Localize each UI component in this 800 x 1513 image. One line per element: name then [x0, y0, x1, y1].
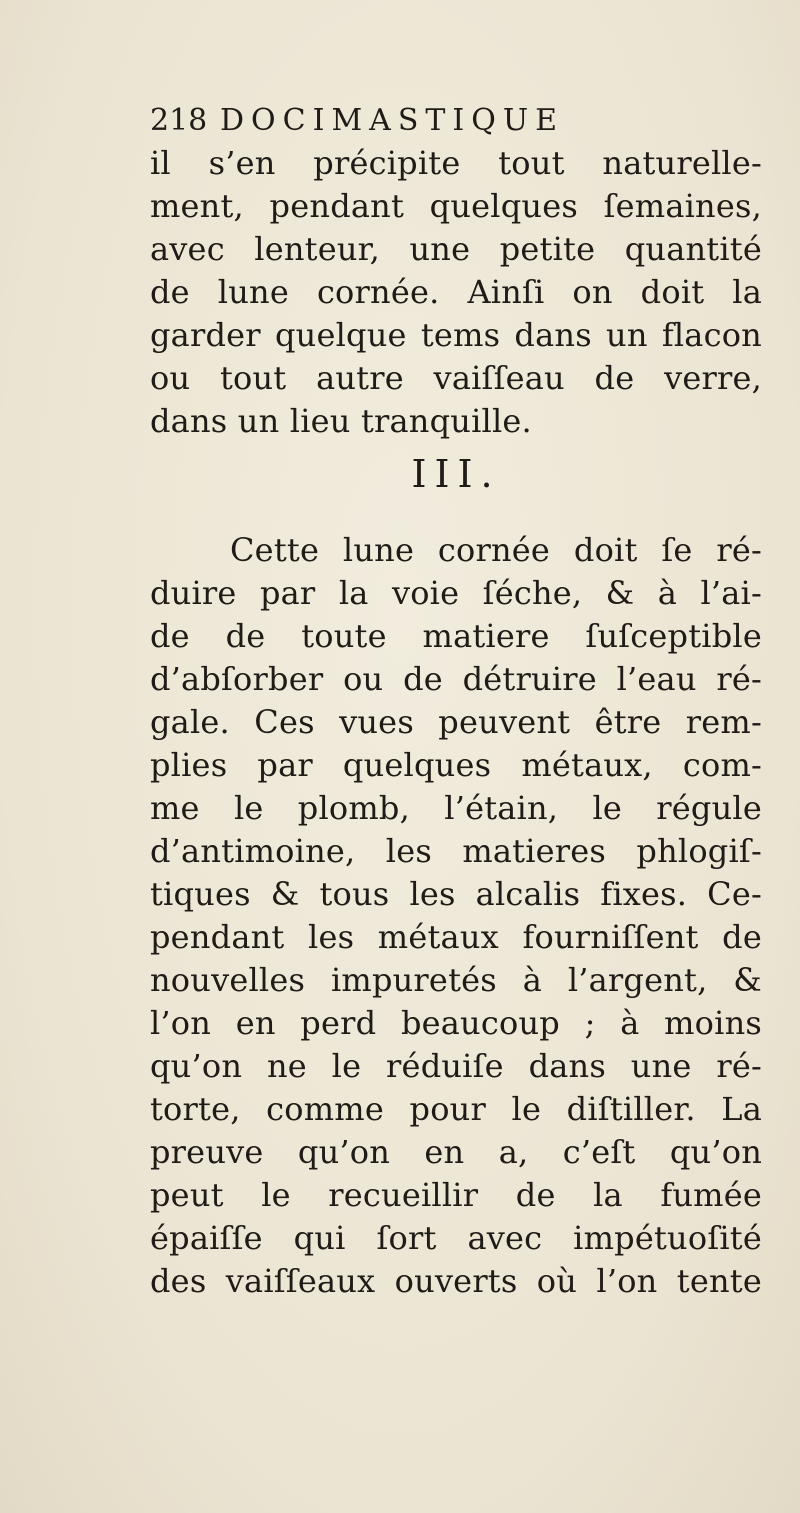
text-line: duire par la voie ſéche, & à l’ai- — [150, 574, 762, 612]
text-line: l’on en perd beaucoup ; à moins — [150, 1004, 762, 1042]
paragraph-1 — [150, 142, 762, 443]
text-line: pendant les métaux fourniſſent de — [150, 918, 762, 956]
text-line: nouvelles impuretés à l’argent, & — [150, 961, 762, 999]
text-line: il s’en précipite tout naturelle- — [150, 144, 762, 182]
running-head: DOCIMASTIQUE — [220, 103, 565, 138]
text-line: garder quelque tems dans un flacon — [150, 316, 762, 354]
text-line: qu’on ne le réduiſe dans une ré- — [150, 1047, 762, 1085]
text-line: des vaiſſeaux ouverts où l’on tente — [150, 1262, 762, 1300]
text-line: gale. Ces vues peuvent être rem- — [150, 703, 762, 741]
text-line: d’abſorber ou de détruire l’eau ré- — [150, 660, 762, 698]
text-line: me le plomb, l’étain, le régule — [150, 789, 762, 827]
page-header — [150, 96, 710, 146]
paragraph-2 — [150, 529, 762, 1303]
text-line: avec lenteur, une petite quantité — [150, 230, 762, 268]
text-line: de de toute matiere ſuſceptible — [150, 617, 762, 655]
text-line: peut le recueillir de la fumée — [150, 1176, 762, 1214]
text-line: de lune cornée. Ainſi on doit la — [150, 273, 762, 311]
page-number: 218 — [150, 103, 208, 138]
text-line: dans un lieu tranquille. — [150, 402, 532, 440]
section-number: III. — [411, 452, 501, 496]
text-line: Cette lune cornée doit ſe ré- — [230, 531, 762, 569]
text-line: épaiſſe qui ſort avec impétuoſité — [150, 1219, 762, 1257]
text-line: torte, comme pour le diſtiller. La — [150, 1090, 762, 1128]
text-line: d’antimoine, les matieres phlogiſ- — [150, 832, 762, 870]
text-line: ou tout autre vaiſſeau de verre, — [150, 359, 762, 397]
text-line: tiques & tous les alcalis fixes. Ce- — [150, 875, 762, 913]
text-line: preuve qu’on en a, c’eſt qu’on — [150, 1133, 762, 1171]
text-line: plies par quelques métaux, com- — [150, 746, 762, 784]
text-line: ment, pendant quelques ſemaines, — [150, 187, 762, 225]
